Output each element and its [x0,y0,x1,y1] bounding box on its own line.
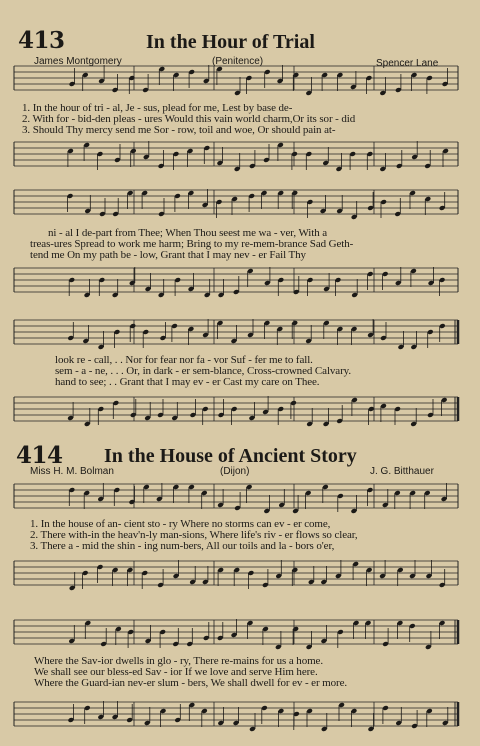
lyric-line: 3. Should Thy mercy send me Sor - row, toil and woe, Or should pain at- [22,124,336,136]
hymn-author: Miss H. M. Bolman [30,466,114,477]
lyric-line: tend me On my path be - low, Grant that I may nev - er Fail Thy [30,249,306,261]
hymn-number: 413 [18,27,65,54]
bass-staff [14,702,458,732]
lyric-line: look re - call, . . Nor for fear nor fa - vor Suf - fer me to fall. [55,354,313,366]
lyric-line: 2. There with-in the heav'n-ly man-sions, Where life's riv - er flows so clear, [30,529,358,541]
lyric-line: We shall see our bless-ed Sav - ior If we love and serve Him here. [34,666,318,678]
lyric-line: Where the Guard-ian nev-er slum - bers, We shall dwell for ev - er more. [34,677,348,689]
lyric-line: treas-ures Spread to work me harm; Bring to my re-mem-brance Sad Geth- [30,238,354,250]
treble-staff [14,66,458,106]
lyric-line: Where the Sav-ior dwells in glo - ry, There re-mains for us a home. [34,655,323,667]
hymn-title: In the Hour of Trial [146,31,315,53]
treble-staff [14,484,458,514]
hymn-tune: (Penitence) [212,56,264,67]
treble-staff [14,620,458,650]
lyric-line: 3. There a - mid the shin - ing num-bers, All our toils and la - bors o'er, [30,540,335,552]
bass-staff [14,561,458,591]
hymn-composer: Spencer Lane [376,58,439,69]
treble-staff [14,190,458,220]
lyric-line: ni - al I de-part from Thee; When Thou seest me wa - ver, With a [48,227,328,239]
hymn-tune: (Dijon) [220,466,250,477]
bass-staff [14,268,458,298]
hymn-composer: J. G. Bitthauer [370,466,434,477]
hymn-author: James Montgomery [34,56,122,67]
lyric-line: sem - a - ne, . . . Or, in dark - er sem-blance, Cross-crowned Calvary. [55,365,351,377]
bass-staff [14,142,458,172]
bass-staff [14,397,458,427]
lyric-line: 1. In the hour of tri - al, Je - sus, plead for me, Lest by base de- [22,102,293,114]
hymn-title: In the House of Ancient Story [104,445,357,467]
lyric-line: 1. In the house of an- cient sto - ry Where no storms can ev - er come, [30,518,331,530]
lyric-line: 2. With for - bid-den pleas - ures Would this vain world charm,Or its sor - did [22,113,356,125]
lyric-line: hand to see; . . Grant that I may ev - er Cast my care on Thee. [55,376,320,388]
hymn-number: 414 [16,442,63,469]
treble-staff [14,320,458,350]
